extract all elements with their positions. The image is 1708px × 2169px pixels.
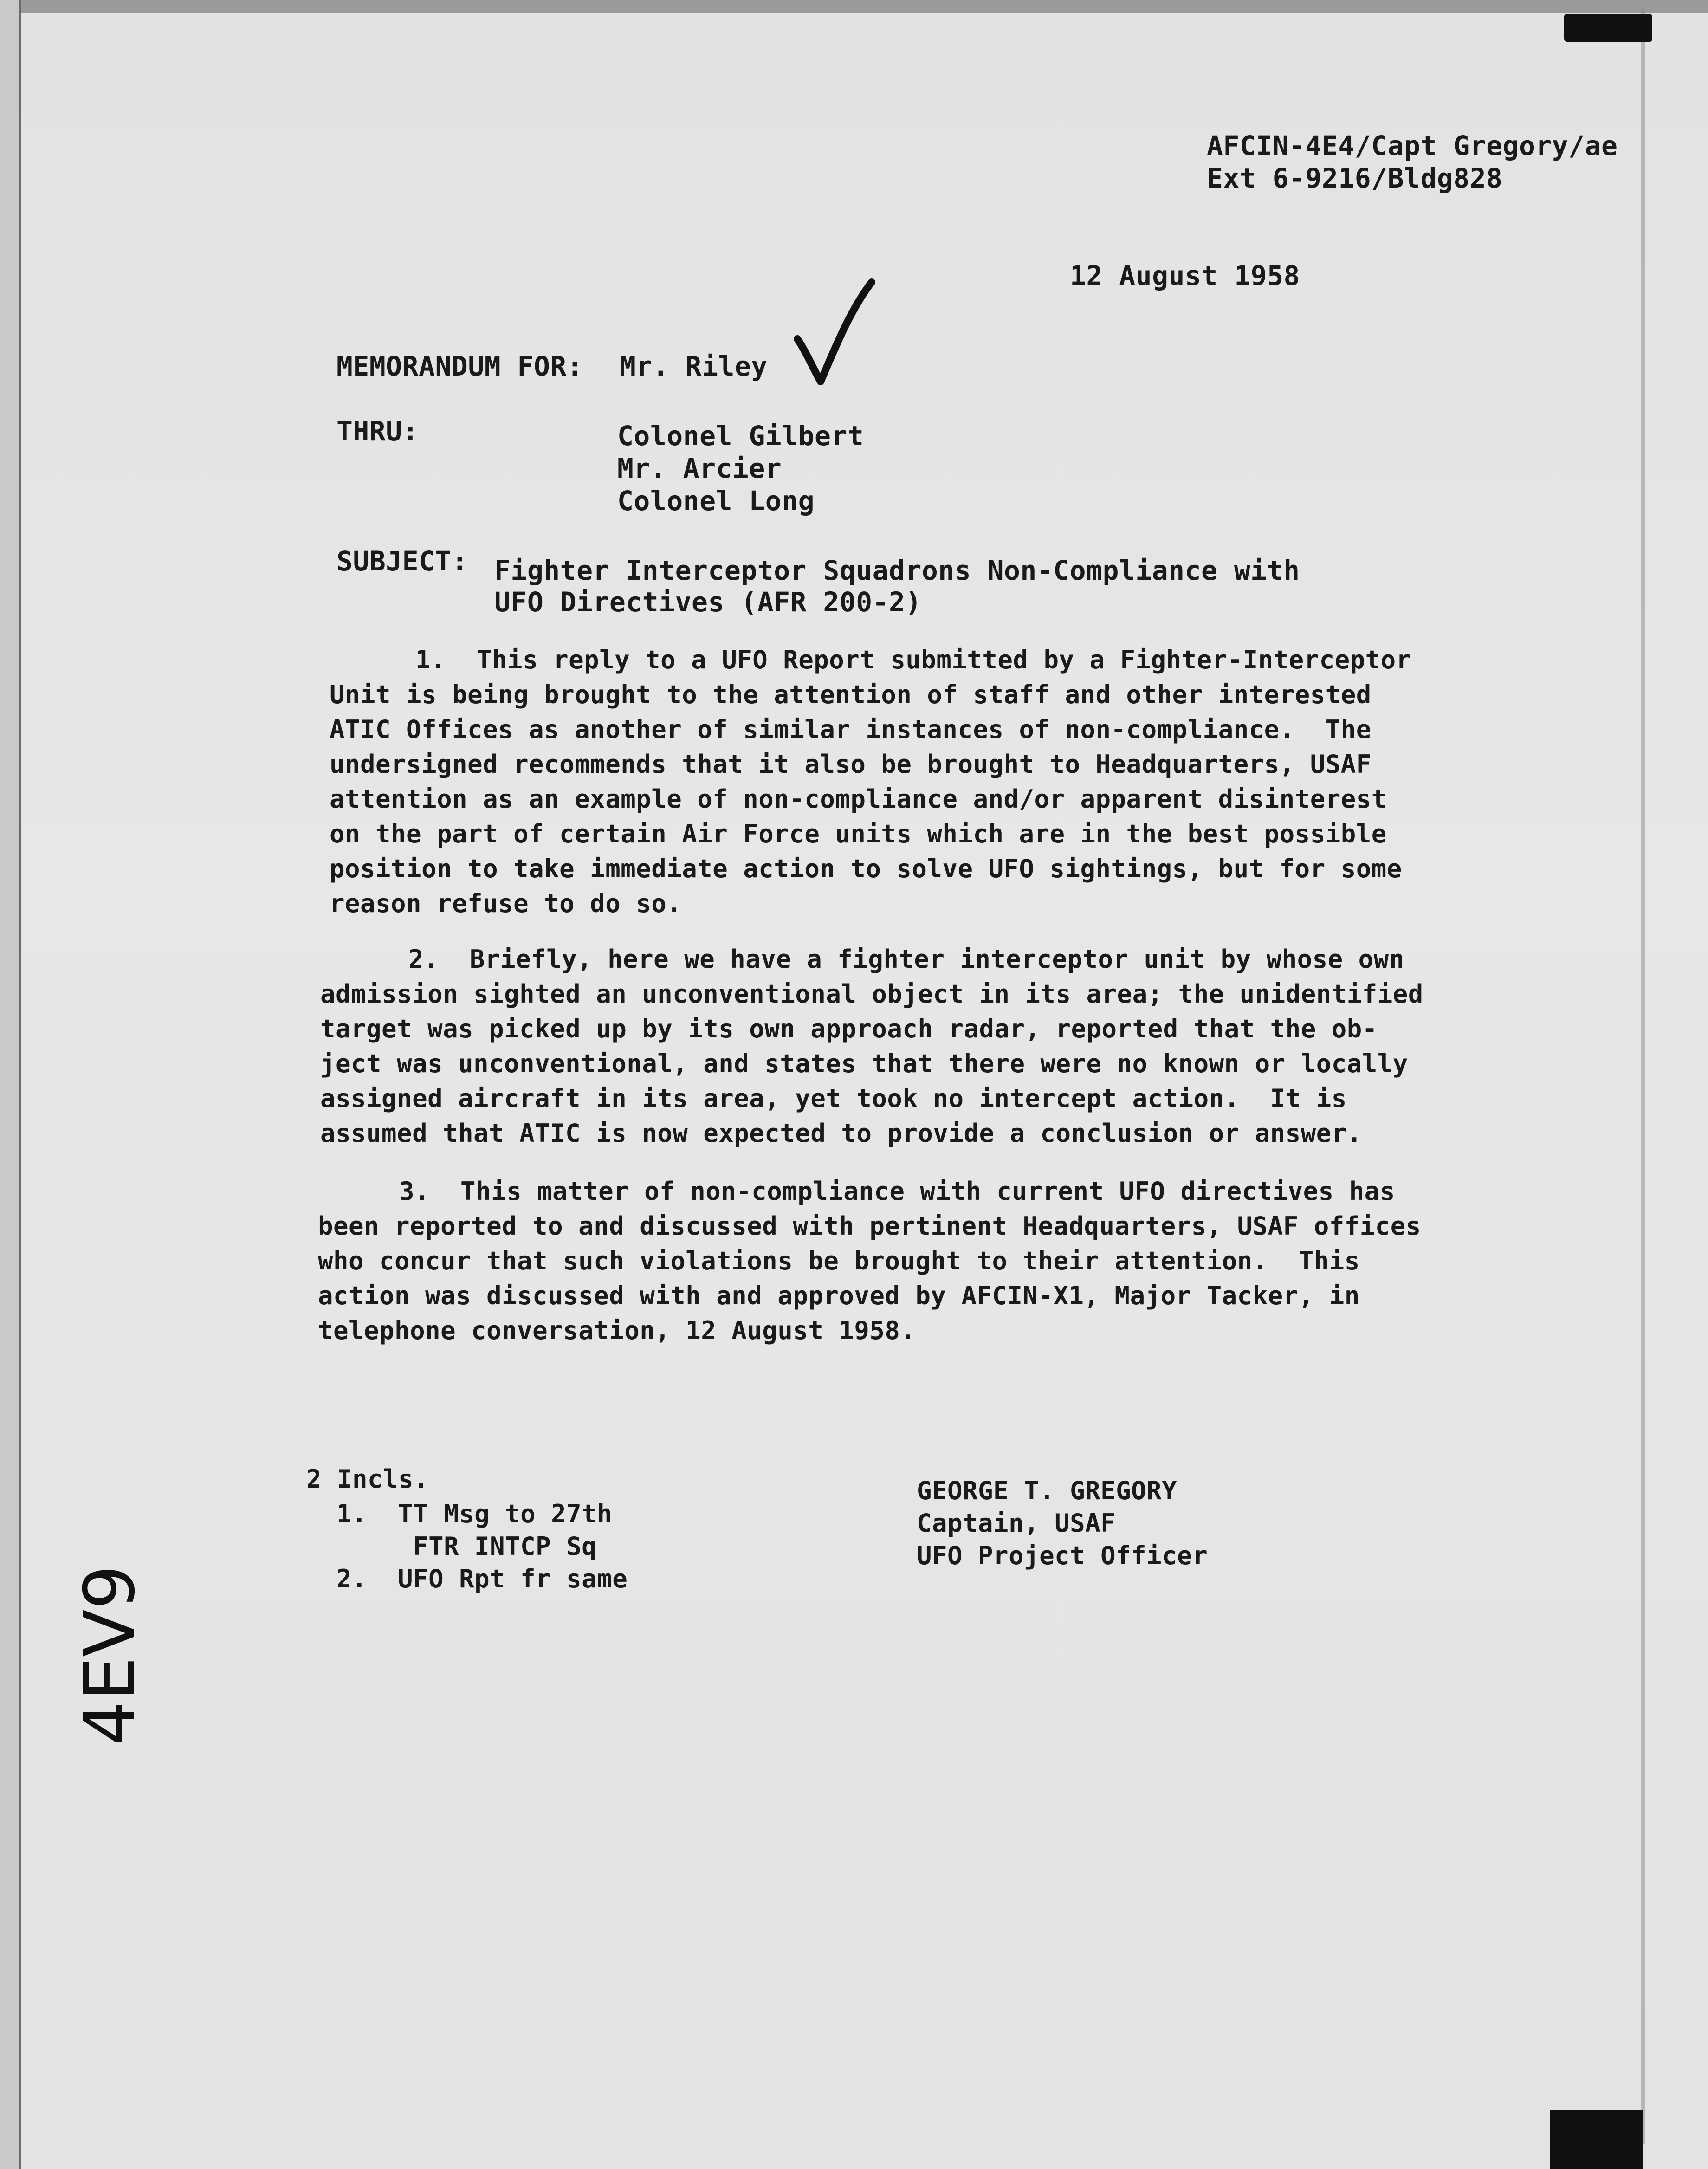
paragraph-3-line: action was discussed with and approved by AFCIN-X1, Major Tacker, in	[318, 1281, 1360, 1310]
scan-blot-top-right	[1564, 14, 1652, 42]
subject-label: SUBJECT:	[336, 545, 468, 577]
extension-line: Ext 6-9216/Bldg828	[1207, 162, 1503, 194]
paragraph-2-line: ject was unconventional, and states that there were no known or locally	[320, 1049, 1408, 1078]
thru-name: Colonel Gilbert	[617, 420, 864, 452]
memo-for-value: Mr. Riley	[620, 350, 768, 382]
memo-date: 12 August 1958	[1070, 260, 1300, 291]
subject-line: Fighter Interceptor Squadrons Non-Compliance with	[494, 555, 1300, 586]
paragraph-2-line: admission sighted an unconventional object in its area; the unidentified	[320, 979, 1423, 1009]
scan-border-top	[0, 0, 1708, 13]
signature-rank: Captain, USAF	[917, 1509, 1116, 1538]
inclosure-item: 2. UFO Rpt fr same	[336, 1564, 628, 1593]
paragraph-1-line: 1. This reply to a UFO Report submitted by a Fighter-Interceptor	[415, 645, 1411, 674]
paragraph-2-line: assumed that ATIC is now expected to provide a conclusion or answer.	[320, 1119, 1362, 1148]
thru-name: Colonel Long	[617, 485, 815, 517]
paragraph-3-line: been reported to and discussed with pertinent Headquarters, USAF offices	[318, 1211, 1421, 1241]
paragraph-3-line: who concur that such violations be brought to their attention. This	[318, 1246, 1360, 1276]
paragraph-1-line: ATIC Offices as another of similar instances of non-compliance. The	[330, 715, 1372, 744]
paragraph-1-line: on the part of certain Air Force units which are in the best possible	[330, 819, 1387, 848]
paragraph-2-line: assigned aircraft in its area, yet took no intercept action. It is	[320, 1084, 1347, 1113]
thru-label: THRU:	[336, 415, 419, 447]
paragraph-1-line: reason refuse to do so.	[330, 889, 682, 918]
inclosure-item: FTR INTCP Sq	[336, 1532, 597, 1561]
paragraph-1-line: undersigned recommends that it also be brought to Headquarters, USAF	[330, 750, 1372, 779]
scan-border-right	[1641, 9, 1645, 2144]
thru-name: Mr. Arcier	[617, 453, 782, 484]
signature-title: UFO Project Officer	[917, 1541, 1208, 1570]
inclosure-item: 1. TT Msg to 27th	[336, 1499, 613, 1528]
paragraph-1-line: attention as an example of non-compliance and/or apparent disinterest	[330, 784, 1387, 814]
inclosures-label: 2 Incls.	[306, 1464, 429, 1494]
paragraph-2-line: target was picked up by its own approach radar, reported that the ob-	[320, 1014, 1378, 1043]
signature-name: GEORGE T. GREGORY	[917, 1476, 1177, 1505]
office-symbol: AFCIN-4E4/Capt Gregory/ae	[1207, 130, 1618, 162]
checkmark-icon	[789, 278, 877, 390]
paragraph-1-line: position to take immediate action to solve UFO sightings, but for some	[330, 854, 1402, 883]
memo-for-label: MEMORANDUM FOR:	[336, 350, 583, 382]
paragraph-3-line: 3. This matter of non-compliance with current UFO directives has	[399, 1177, 1395, 1206]
paragraph-1-line: Unit is being brought to the attention of staff and other interested	[330, 680, 1372, 709]
paragraph-3-line: telephone conversation, 12 August 1958.	[318, 1316, 916, 1345]
scan-blot-bottom-right	[1550, 2110, 1643, 2169]
subject-line: UFO Directives (AFR 200-2)	[494, 586, 922, 618]
handwritten-number: 4EV9	[70, 1565, 150, 1745]
scan-border-left	[0, 0, 21, 2169]
paragraph-2-line: 2. Briefly, here we have a fighter interceptor unit by whose own	[408, 945, 1404, 974]
